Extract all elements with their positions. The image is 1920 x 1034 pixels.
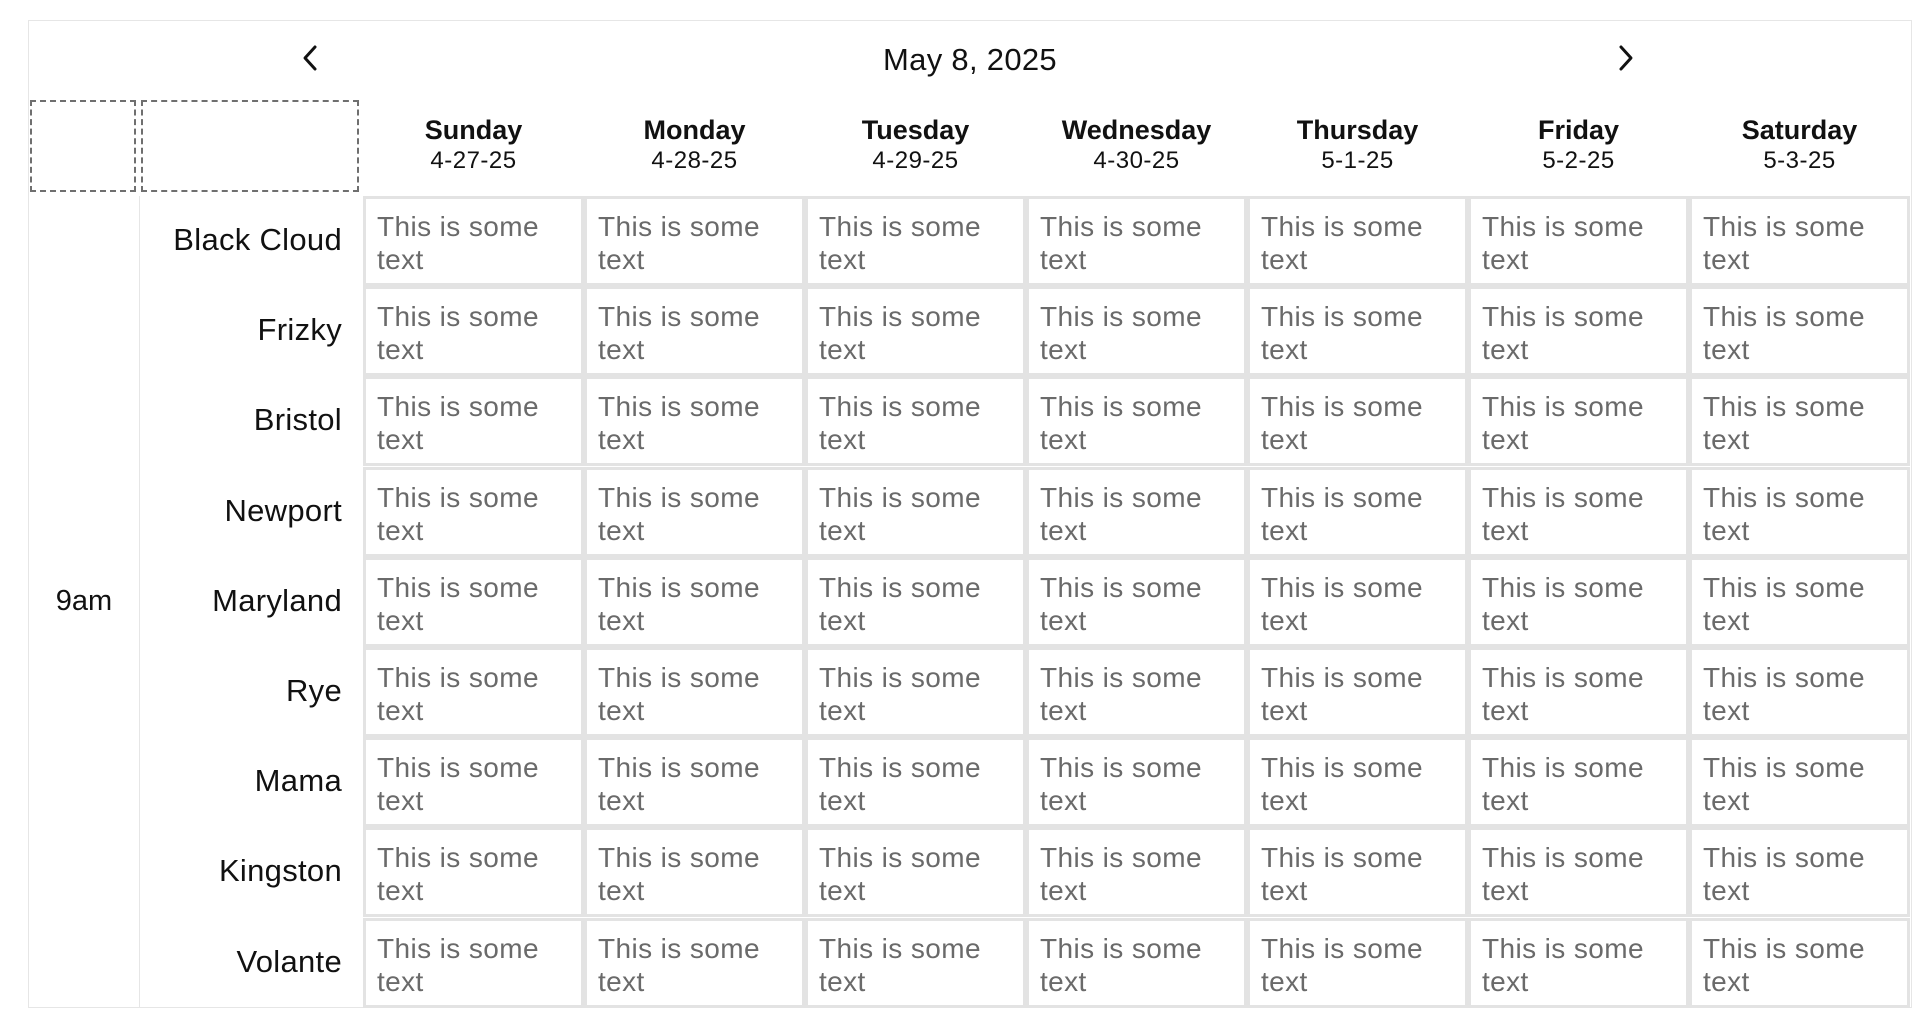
schedule-cell[interactable]: This is some text <box>1247 196 1468 286</box>
date-navigation <box>28 24 1912 96</box>
schedule-cell[interactable]: This is some text <box>1247 376 1468 466</box>
day-header-wednesday <box>1026 114 1247 176</box>
schedule-cell[interactable]: This is some text <box>1247 918 1468 1008</box>
schedule-cell[interactable]: This is some text <box>584 196 805 286</box>
day-date: 4-29-25 <box>872 147 959 174</box>
day-date: 5-3-25 <box>1763 147 1836 174</box>
schedule-cell[interactable]: This is some text <box>363 467 584 557</box>
day-date: 5-2-25 <box>1542 147 1615 174</box>
schedule-cell[interactable]: This is some text <box>1689 286 1910 376</box>
schedule-cell[interactable]: This is some text <box>1247 557 1468 647</box>
day-date: 4-30-25 <box>1093 147 1180 174</box>
schedule-cell[interactable]: This is some text <box>1468 647 1689 737</box>
schedule-cell[interactable]: This is some text <box>584 647 805 737</box>
schedule-cell[interactable]: This is some text <box>363 286 584 376</box>
location-label: Newport <box>224 493 342 528</box>
schedule-cell[interactable]: This is some text <box>805 376 1026 466</box>
schedule-cell[interactable]: This is some text <box>1026 918 1247 1008</box>
schedule-cell[interactable]: This is some text <box>584 376 805 466</box>
schedule-cell[interactable]: This is some text <box>1689 376 1910 466</box>
schedule-cell[interactable]: This is some text <box>584 467 805 557</box>
schedule-cell[interactable]: This is some text <box>1468 827 1689 917</box>
schedule-cell[interactable]: This is some text <box>363 196 584 286</box>
schedule-cell[interactable]: This is some text <box>584 827 805 917</box>
day-name: Saturday <box>1741 115 1858 145</box>
schedule-cell[interactable]: This is some text <box>363 557 584 647</box>
schedule-cell[interactable]: This is some text <box>363 737 584 827</box>
day-date: 4-28-25 <box>651 147 738 174</box>
schedule-cell[interactable]: This is some text <box>1026 376 1247 466</box>
schedule-cell[interactable]: This is some text <box>805 467 1026 557</box>
schedule-cell[interactable]: This is some text <box>1468 737 1689 827</box>
time-header-placeholder <box>30 100 136 192</box>
schedule-cell[interactable]: This is some text <box>805 827 1026 917</box>
day-name: Friday <box>1537 115 1620 145</box>
schedule-cell[interactable]: This is some text <box>1689 737 1910 827</box>
location-header-placeholder <box>141 100 359 192</box>
location-label: Maryland <box>212 583 342 618</box>
day-name: Sunday <box>424 115 523 145</box>
schedule-cell[interactable]: This is some text <box>1468 918 1689 1008</box>
schedule-cell[interactable]: This is some text <box>805 286 1026 376</box>
schedule-cell[interactable]: This is some text <box>1689 647 1910 737</box>
chevron-right-icon <box>1617 44 1635 72</box>
day-name: Monday <box>643 115 746 145</box>
schedule-cell[interactable]: This is some text <box>1026 827 1247 917</box>
schedule-cell[interactable]: This is some text <box>1026 557 1247 647</box>
schedule-cell[interactable]: This is some text <box>1247 647 1468 737</box>
schedule-cell[interactable]: This is some text <box>1689 918 1910 1008</box>
schedule-cell[interactable]: This is some text <box>363 647 584 737</box>
schedule-cell[interactable]: This is some text <box>1689 557 1910 647</box>
location-label: Volante <box>236 944 342 979</box>
schedule-cell[interactable]: This is some text <box>363 827 584 917</box>
location-label: Kingston <box>218 853 342 888</box>
location-label: Mama <box>254 763 342 798</box>
schedule-cell[interactable]: This is some text <box>1026 286 1247 376</box>
schedule-cell[interactable]: This is some text <box>1247 827 1468 917</box>
schedule-cell[interactable]: This is some text <box>363 376 584 466</box>
current-date: May 8, 2025 <box>883 42 1057 77</box>
schedule-cell[interactable]: This is some text <box>584 286 805 376</box>
schedule-cell[interactable]: This is some text <box>1468 286 1689 376</box>
schedule-cell[interactable]: This is some text <box>584 557 805 647</box>
day-header-saturday <box>1689 114 1910 176</box>
location-label: Frizky <box>257 312 342 347</box>
day-header-monday <box>584 114 805 176</box>
day-name: Thursday <box>1296 115 1419 145</box>
day-date: 5-1-25 <box>1321 147 1394 174</box>
schedule-cell[interactable]: This is some text <box>805 737 1026 827</box>
schedule-cell[interactable]: This is some text <box>1468 467 1689 557</box>
schedule-cell[interactable]: This is some text <box>805 196 1026 286</box>
schedule-cell[interactable]: This is some text <box>1026 647 1247 737</box>
schedule-cell[interactable]: This is some text <box>1247 737 1468 827</box>
schedule-cell[interactable]: This is some text <box>1026 467 1247 557</box>
day-date: 4-27-25 <box>430 147 517 174</box>
schedule-cell[interactable]: This is some text <box>1468 196 1689 286</box>
day-header-friday <box>1468 114 1689 176</box>
schedule-cell[interactable]: This is some text <box>1689 827 1910 917</box>
schedule-cell[interactable]: This is some text <box>805 557 1026 647</box>
day-name: Tuesday <box>861 115 970 145</box>
schedule-cell[interactable]: This is some text <box>1247 286 1468 376</box>
time-slot-label: 9am <box>29 196 140 1007</box>
day-header-thursday <box>1247 114 1468 176</box>
schedule-cell[interactable]: This is some text <box>1689 467 1910 557</box>
schedule-cell[interactable]: This is some text <box>363 918 584 1008</box>
schedule-cell[interactable]: This is some text <box>1247 467 1468 557</box>
schedule-cell[interactable]: This is some text <box>1689 196 1910 286</box>
location-label: Rye <box>285 673 342 708</box>
schedule-cell[interactable]: This is some text <box>1026 737 1247 827</box>
schedule-cell[interactable]: This is some text <box>805 918 1026 1008</box>
next-week-button[interactable] <box>1606 38 1646 78</box>
location-label: Black Cloud <box>173 222 342 257</box>
day-header-sunday <box>363 114 584 176</box>
schedule-cell[interactable]: This is some text <box>1026 196 1247 286</box>
schedule-cell[interactable]: This is some text <box>1468 376 1689 466</box>
schedule-cell[interactable]: This is some text <box>805 647 1026 737</box>
day-header-tuesday <box>805 114 1026 176</box>
schedule-cell[interactable]: This is some text <box>584 918 805 1008</box>
schedule-cell[interactable]: This is some text <box>1468 557 1689 647</box>
day-name: Wednesday <box>1061 115 1212 145</box>
location-label: Bristol <box>253 402 342 437</box>
schedule-cell[interactable]: This is some text <box>584 737 805 827</box>
